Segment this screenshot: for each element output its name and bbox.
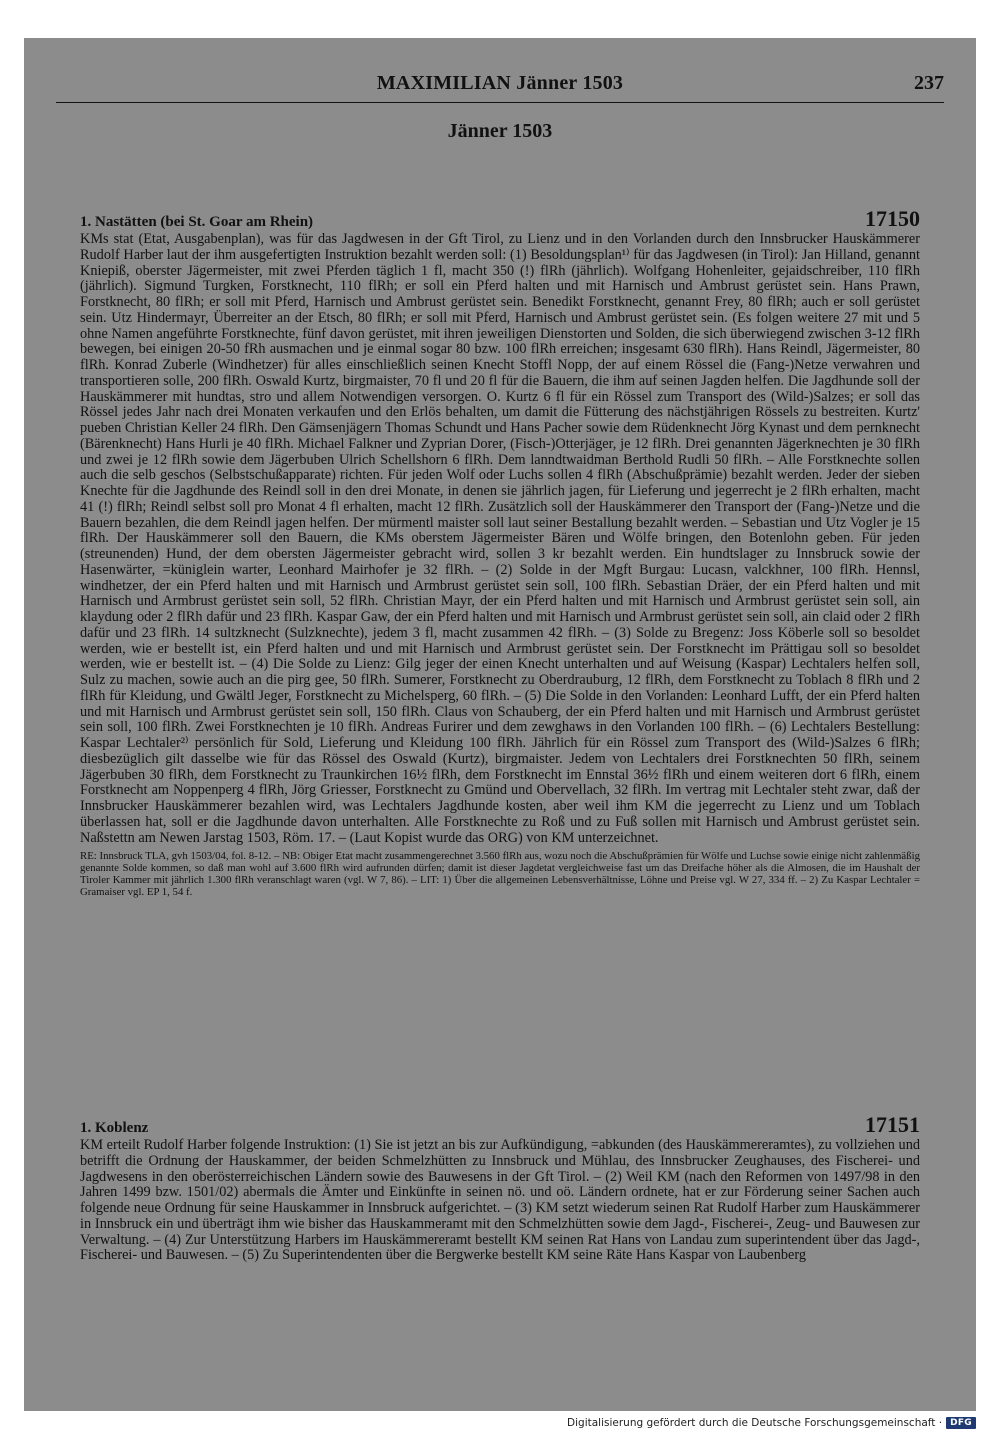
running-head [56, 72, 944, 103]
entry-text: KM erteilt Rudolf Harber folgende Instruktion: (1) Sie ist jetzt an bis zur Aufkündigung, =abkunden (des Hauskämmereramtes), zu vollziehen und betrifft die Ordnung der Hauskammer, der beiden Schmelzhütten zu Innsbruck und Mühlau, des Innsbrucker Zeughauses, des Fischerei- und Jagdwesens in den oberösterreichischen Ländern sowie des Bauwesens in der Gft Tirol. – (2) Weil KM (nach den Reformen von 1497/98 in den Jahren 1499 bzw. 1501/02) abermals die Ämter und Einkünfte in seinen nö. und oö. Ländern ordnete, hat er zur Förderung seiner Sachen auch folgende neue Ordnung für seine Hauskammer in Innsbruck aufgerichtet. – (3) KM setzt wiederum seinen Rat Rudolf Harber zum Hauskämmerer in Innsbruck ein und überträgt ihm wie bisher das Hauskammeramt mit den Schmelzhütten sowie dem Jagd-, Fischerei-, Zeug- und Bauwesen zur Verwaltung. – (4) Zur Unterstützung Harbers im Hauskämmereramt bestellt KM seinen Rat Hans von Landau zum superintendent über das Jagd-, Fischerei- und Bauwesen. – (5) Zu Superintendenten über die Bergwerke bestellt KM seine Räte Hans Kaspar von Laubenberg [80, 1137, 920, 1264]
entry-place: 1. Nastätten (bei St. Goar am Rhein) [80, 214, 314, 230]
footer-text: Digitalisierung gefördert durch die Deutsche Forschungsgemeinschaft · [567, 1417, 943, 1429]
entry-place: 1. Koblenz [80, 1120, 149, 1136]
entry-number: 17150 [865, 206, 920, 231]
entry-17151 [80, 1114, 920, 1264]
dfg-logo: DFG [946, 1417, 976, 1429]
entry-number: 17151 [865, 1112, 920, 1137]
entry-heading [80, 1114, 920, 1138]
entry-17150 [80, 208, 920, 899]
entry-heading [80, 208, 920, 232]
page-number: 237 [914, 72, 944, 94]
entry-notes: RE: Innsbruck TLA, gvh 1503/04, fol. 8-12. – NB: Obiger Etat macht zusammengerechnet 3.560 flRh aus, wozu noch die Abschußprämien für Wölfe und Luchse sowie einige nicht zahlenmäßig genannte Solde kommen, so daß man wohl auf 3.600 flRh wird aufrunden dürfen; damit ist dieser Jagdetat vergleichweise fast um das Dreifache höher als die Almosen, die im Haushalt der Tiroler Kammer mit jährlich 1.300 flRh veranschlagt waren (vgl. W 7, 86). – LIT: 1) Über die allgemeinen Lebensverhältnisse, Löhne und Preise vgl. W 27, 334 ff. – 2) Zu Kaspar Lechtaler = Gramaiser vgl. EP 1, 54 f. [80, 850, 920, 898]
entry-text: KMs stat (Etat, Ausgabenplan), was für das Jagdwesen in der Gft Tirol, zu Lienz und in den Vorlanden durch den Innsbrucker Hauskämmerer Rudolf Harber laut der ihm ausgefertigten Instruktion bezahlt werden soll: (1) Besoldungsplan¹⁾ für das Jagdwesen (in Tirol): Jan Hilland, genannt Kniepiß, oberster Jägermeister, mit zwei Pferden täglich 1 fl, macht 350 (!) flRh (jährlich). Wolfgang Hohenleiter, gejaidschreiber, 110 flRh (jährlich). Sigmund Turgken, Forstknecht, 110 flRh; er soll ein Pferd halten und mit Harnisch und Ambrust gerüstet sein. Hans Prawn, Forstknecht, 80 flRh; er soll mit Pferd, Harnisch und Ambrust gerüstet sein. Benedikt Forstknecht, genannt Frey, 80 flRh; auch er soll gerüstet sein. Utz Hindermayr, Überreiter an der Etsch, 80 flRh; er soll mit Pferd, Harnisch und Ambrust gerüstet sein. (Es folgen weitere 27 mit und 5 ohne Namen angeführte Forstknechte, fünf davon gerüstet, mit ihren jeweiligen Dienstorten und Solden, die sich überwiegend zwischen 3-12 flRh bewegen, bei einigen 20-50 fRh ausmachen und je einmal sogar 80 bzw. 100 flRh erreichen; insgesamt 630 flRh). Hans Reindl, Jägermeister, 80 flRh. Konrad Zuberle (Windhetzer) für alles einschließlich seinen Knecht Stoffl Nopp, der auf einem Rössel die (Fang-)Netze verwahren und transportieren solle, 200 flRh. Oswald Kurtz, birgmaister, 70 fl und 20 fl für die Bauern, die ihm auf seinen Jagden helfen. Die Jagdhunde soll der Hauskämmerer mit hundtas, stro und allem Notwendigen versorgen. O. Kurtz 6 fl für ein Rössel zum Transport des (Wild-)Salzes; er soll das Rössel jedes Jahr nach drei Monaten verkaufen und den Erlös behalten, um damit die Fütterung des nächstjährigen Rössels zu bestreiten. Kurtz' pueben Christian Keller 24 flRh. Den Gämsenjägern Thomas Schundt und Hans Pacher sowie dem Rüdenknecht Jörg Kynast und dem pernknecht (Bärenknecht) Hans Hurli je 40 flRh. Michael Falkner und Zyprian Dorer, (Fisch-)Otterjäger, je 12 flRh. Drei genannten Jägerknechten je 30 flRh und zwei je 12 flRh sowie dem Jägerbuben Ulrich Schellshorn 6 flRh. Dem lanndtwaidman Berthold Rudli 50 flRh. – Alle Forstknechte sollen auch die selb geschos (Selbstschußapparate) richten. Für jeden Wolf oder Luchs sollen 4 flRh (Abschußprämie) bezahlt werden. Jeder der sieben Knechte für die Jagdhunde des Reindl soll in den drei Monate, in denen sie jährlich jagen, für Lieferung und jegerrecht je 2 flRh erhalten, macht 41 (!) flRh; Reindl selbst soll pro Monat 4 fl erhalten, macht 12 flRh. Zusätzlich soll der Hauskämmerer den Transport der (Fang-)Netze und die Bauern bezahlen, die dem Reindl jagen helfen. Der mürmentl maister soll laut seiner Bestallung bezahlt werden. – Sebastian und Utz Vogler je 15 flRh. Der Hauskämmerer soll den Bauern, die KMs oberstem Jägermeister Bären und Wölfe bringen, den Botenlohn geben. Für jeden (streunenden) Hund, der dem obersten Jägermeister gebracht wird, sollen 3 kr bezahlt werden. Ein hundtslager zu Innsbruck sowie der Hasenwärter, =küniglein warter, Leonhard Mairhofer je 32 flRh. – (2) Solde in der Mgft Burgau: Lucasn, valckhner, 100 flRh. Hennsl, windhetzer, der ein Pferd halten und mit Harnisch und Armbrust gerüstet sein soll, 100 flRh. Sebastian Dräer, der ein Pferd halten und mit Harnisch und Armbrust gerüstet sein soll, 52 flRh. Christian Mayr, der ein Pferd halten und mit Harnisch und Armbrust gerüstet sein soll, ain klaydung oder 2 flRh dafür und 23 flRh. Kaspar Gaw, der ein Pferd halten und mit Harnisch und Armbrust gerüstet sein soll, ain claid oder 2 flRh dafür und 23 flRh. 14 sultzknecht (Sulzknechte), jedem 3 fl, macht zusammen 42 flRh. – (3) Solde zu Bregenz: Joss Köberle soll so besoldet werden, wie er bestellt ist, ein Pferd halten und und mit Harnisch und Armbrust gerüstet sein. Der Forstknecht im Prättigau soll so besoldet werden, wie er bestellt ist. – (4) Die Solde zu Lienz: Gilg jeger der einen Knecht unterhalten und auf Weisung (Kaspar) Lechtalers helfen soll, Sulz zu machen, sowie auch an die pirg gee, 50 flRh. Sumerer, Forstknecht zu Oberdrauburg, 12 flRh, dem Forstknecht zu Toblach 8 flRh und 2 flRh für Kleidung, und Gwältl Jeger, Forstknecht zu Michelsperg, 60 flRh. – (5) Die Solde in den Vorlanden: Leonhard Lufft, der ein Pferd halten und mit Harnisch und Armbrust gerüstet sein soll, 150 flRh. Claus von Schauberg, der ein Pferd halten und mit Harnisch und Armbrust gerüstet sein soll, 100 flRh. Zwei Forstknechten je 10 flRh. Andreas Furirer und dem zewghaws in den Vorlanden 100 flRh. – (6) Lechtalers Bestellung: Kaspar Lechtaler²⁾ persönlich für Sold, Lieferung und Kleidung 100 flRh. Jährlich für ein Rössel zum Transport des (Wild-)Salzes 6 flRh; diesbezüglich gilt dasselbe wie für das Rössel des Oswald (Kurtz), birgmaister. Jedem von Lechtalers drei Forstknechten 50 flRh, seinem Jägerbuben 30 flRh, dem Forstknecht zu Traunkirchen 16½ flRh, dem Forstknecht im Ennstal 36½ flRh und einem weiteren dort 6 flRh, einem Forstknecht am Noppenperg 4 flRh, Jörg Griesser, Forstknecht zu Gmünd und Obervellach, 32 flRh. Im vertrag mit Lechtaler steht zwar, daß der Innsbrucker Hauskämmerer bezahlen wird, was Lechtalers Jagdhunde kosten, aber weil ihm KM die jegerrecht zu Lienz und um Toblach überlassen hat, soll er die Jagdhunde davon unterhalten. Alle Forstknechte zu Roß und zu Fuß sollen mit Harnisch und Ambrust gerüstet sein. Naßstettn am Newen Jarstag 1503, Röm. 17. – (Laut Kopist wurde das ORG) von KM unterzeichnet. [80, 231, 920, 846]
running-title: MAXIMILIAN Jänner 1503 [376, 72, 624, 94]
footer-credit [567, 1415, 976, 1431]
section-title: Jänner 1503 [447, 120, 553, 142]
